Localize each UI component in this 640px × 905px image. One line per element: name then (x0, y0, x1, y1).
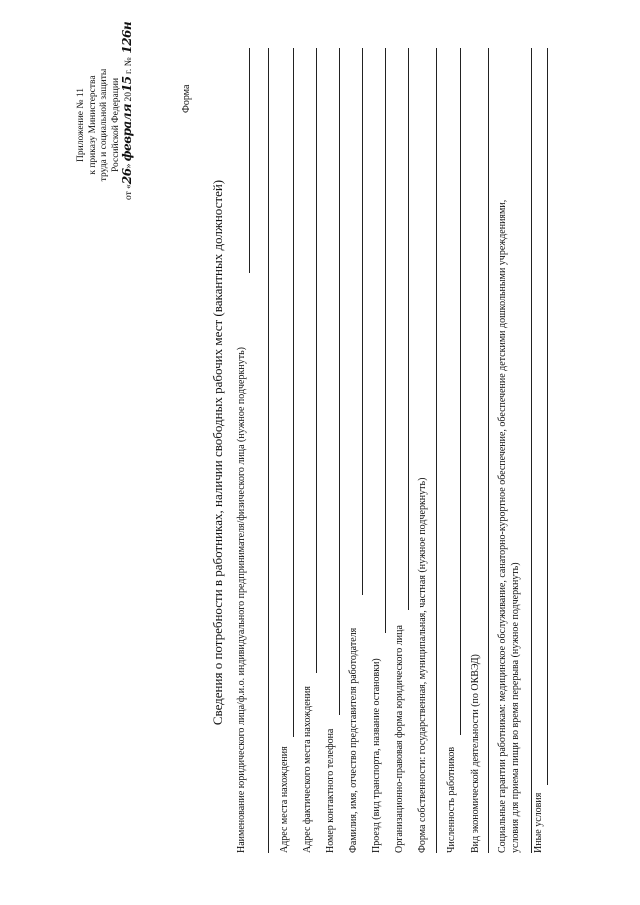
guarantees-label-cont: условия для приема пищи во время перерыва (нужное подчеркнуть) (510, 562, 521, 853)
activity-label: Вид экономической деятельности (по ОКВЭД) (470, 654, 481, 853)
transport-label: Проезд (вид транспорта, название остановки) (371, 658, 382, 853)
date-prefix: от « (124, 184, 134, 200)
employer-name-label: Наименование юридического лица/ф.и.о. индивидуального предпринимателя/физического лица (нужное подчеркнуть) (236, 347, 247, 853)
date-mid: » (124, 161, 134, 169)
guarantees-label: Социальные гарантии работникам: медицинское обслуживание, санаторно-курортное обеспечение, обеспечение детскими дошкольными учреждениями, (497, 199, 508, 853)
headcount-label: Численность работников (446, 746, 457, 853)
phone-label: Номер контактного телефона (325, 728, 336, 853)
headcount-line[interactable] (460, 48, 461, 735)
legal-address-line[interactable] (293, 48, 294, 737)
employer-name-line-2[interactable] (268, 48, 269, 853)
appendix-line: труда и социальной защиты (99, 68, 109, 182)
order-month: февраля (120, 103, 134, 162)
actual-address-line[interactable] (316, 48, 317, 673)
other-conditions-line[interactable] (547, 48, 548, 785)
appendix-line: Российской Федерации (110, 77, 121, 173)
actual-address-label: Адрес фактического места нахождения (302, 686, 313, 853)
appendix-reference (76, 21, 136, 200)
phone-line[interactable] (339, 48, 340, 715)
order-day: 26 (120, 168, 134, 185)
appendix-line: Приложение № 11 (76, 88, 86, 162)
transport-line[interactable] (385, 48, 386, 633)
representative-label: Фамилия, имя, отчество представителя работодателя (348, 627, 359, 853)
order-year: 15 (120, 76, 134, 93)
form-label: Форма (181, 84, 192, 113)
other-conditions-label: Иные условия (533, 792, 544, 853)
number-label: г. № (124, 57, 134, 77)
activity-line[interactable] (488, 48, 489, 853)
year-prefix: 20 (124, 92, 134, 104)
appendix-line: к приказу Министерства (87, 75, 98, 175)
order-number: 126н (120, 21, 134, 58)
representative-line[interactable] (362, 48, 363, 595)
document-title: Сведения о потребности в работниках, наличии свободных рабочих мест (вакантных должностей) (210, 179, 225, 726)
employer-name-line[interactable] (249, 48, 250, 273)
legal-form-label: Организационно-правовая форма юридического лица (394, 625, 405, 853)
order-date-line (120, 21, 136, 200)
legal-address-label: Адрес места нахождения (279, 746, 290, 853)
ownership-label: Форма собственности: государственная, муниципальная, частная (нужное подчеркнуть) (417, 477, 428, 853)
guarantees-line[interactable] (531, 48, 532, 853)
legal-form-line[interactable] (408, 48, 409, 610)
ownership-line[interactable] (436, 48, 437, 853)
